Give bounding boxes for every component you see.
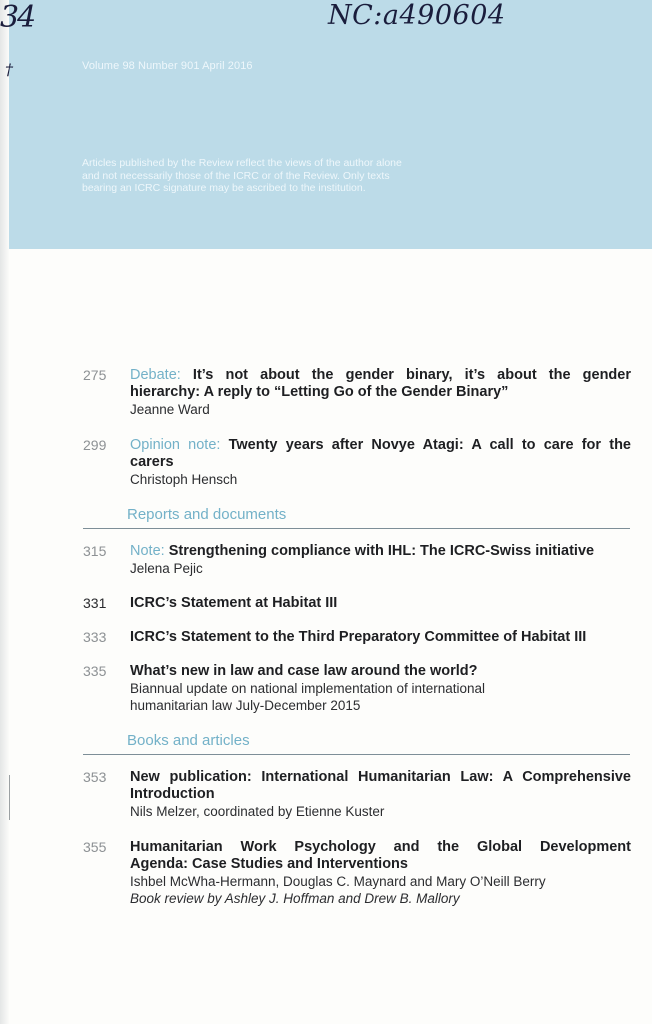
entry-title: Strengthening compliance with IHL: The ICRC-Swiss initiative [168, 543, 595, 559]
entry-subtitle: Biannual update on national implementation of international [130, 681, 486, 696]
entry-title-continued: Introduction [130, 786, 215, 802]
entry-title: Twenty years after Novye Atagi: A call to care for the [228, 437, 631, 453]
disclaimer: Articles published by the Review reflect the views of the author alone and not necessarily those of the ICRC or of the Review. Only texts bearing an ICRC signature may be ascribed to the institution. [82, 157, 402, 194]
section-header-reports [83, 506, 630, 529]
entry-kicker: Debate: [130, 367, 181, 383]
page-number: 299 [83, 437, 107, 453]
toc-entry-body [130, 437, 631, 488]
handwritten-corner-number: 34 [0, 0, 35, 35]
toc-entry-body [130, 595, 631, 612]
entry-title-continued: Agenda: Case Studies and Interventions [130, 856, 408, 872]
toc-entry-body [130, 663, 631, 714]
page-number: 355 [83, 839, 107, 855]
entry-author: Jeanne Ward [130, 402, 210, 417]
entry-title: What’s new in law and case law around the world? [130, 663, 478, 679]
toc-entry-body [130, 543, 631, 577]
entry-title: ICRC’s Statement at Habitat III [130, 595, 338, 611]
volume-line: Volume 98 Number 901 April 2016 [82, 60, 253, 72]
toc-entry-body [130, 839, 631, 907]
handwritten-catalog-number: NC:a490604 [328, 0, 506, 31]
entry-subtitle-continued: humanitarian law July-December 2015 [130, 698, 361, 713]
toc-entry-body [130, 769, 631, 820]
page-edge [0, 0, 9, 1024]
entry-kicker: Note: [130, 543, 165, 559]
entry-author: Christoph Hensch [130, 472, 238, 487]
entry-title: Humanitarian Work Psychology and the Global Development [130, 839, 631, 855]
entry-author: Ishbel McWha-Hermann, Douglas C. Maynard and Mary O’Neill Berry [130, 874, 546, 889]
toc-entry-body [130, 629, 631, 646]
section-title: Reports and documents [127, 506, 287, 523]
section-title: Books and articles [127, 732, 250, 749]
entry-review-credit: Book review by Ashley J. Hoffman and Drew B. Mallory [130, 891, 460, 906]
cover-header-band [9, 0, 652, 249]
section-header-books [83, 732, 630, 755]
entry-title: New publication: International Humanitarian Law: A Comprehensive [130, 769, 631, 785]
page-number: 315 [83, 543, 107, 559]
toc-entry-body [130, 367, 631, 418]
entry-title: ICRC’s Statement to the Third Preparatory Committee of Habitat III [130, 629, 587, 645]
page-number: 335 [83, 663, 107, 679]
entry-kicker: Opinion note: [130, 437, 221, 453]
page-number: 275 [83, 367, 107, 383]
binding-spine [9, 775, 13, 820]
page-number: 331 [83, 595, 107, 611]
entry-author: Jelena Pejic [130, 561, 203, 576]
entry-title: It’s not about the gender binary, it’s about the gender [192, 367, 631, 383]
page-number: 333 [83, 629, 107, 645]
entry-title-continued: carers [130, 454, 174, 470]
entry-author: Nils Melzer, coordinated by Etienne Kuster [130, 804, 385, 819]
handwritten-mark: † [5, 60, 13, 79]
entry-title-continued: hierarchy: A reply to “Letting Go of the Gender Binary” [130, 384, 509, 400]
page-number: 353 [83, 769, 107, 785]
